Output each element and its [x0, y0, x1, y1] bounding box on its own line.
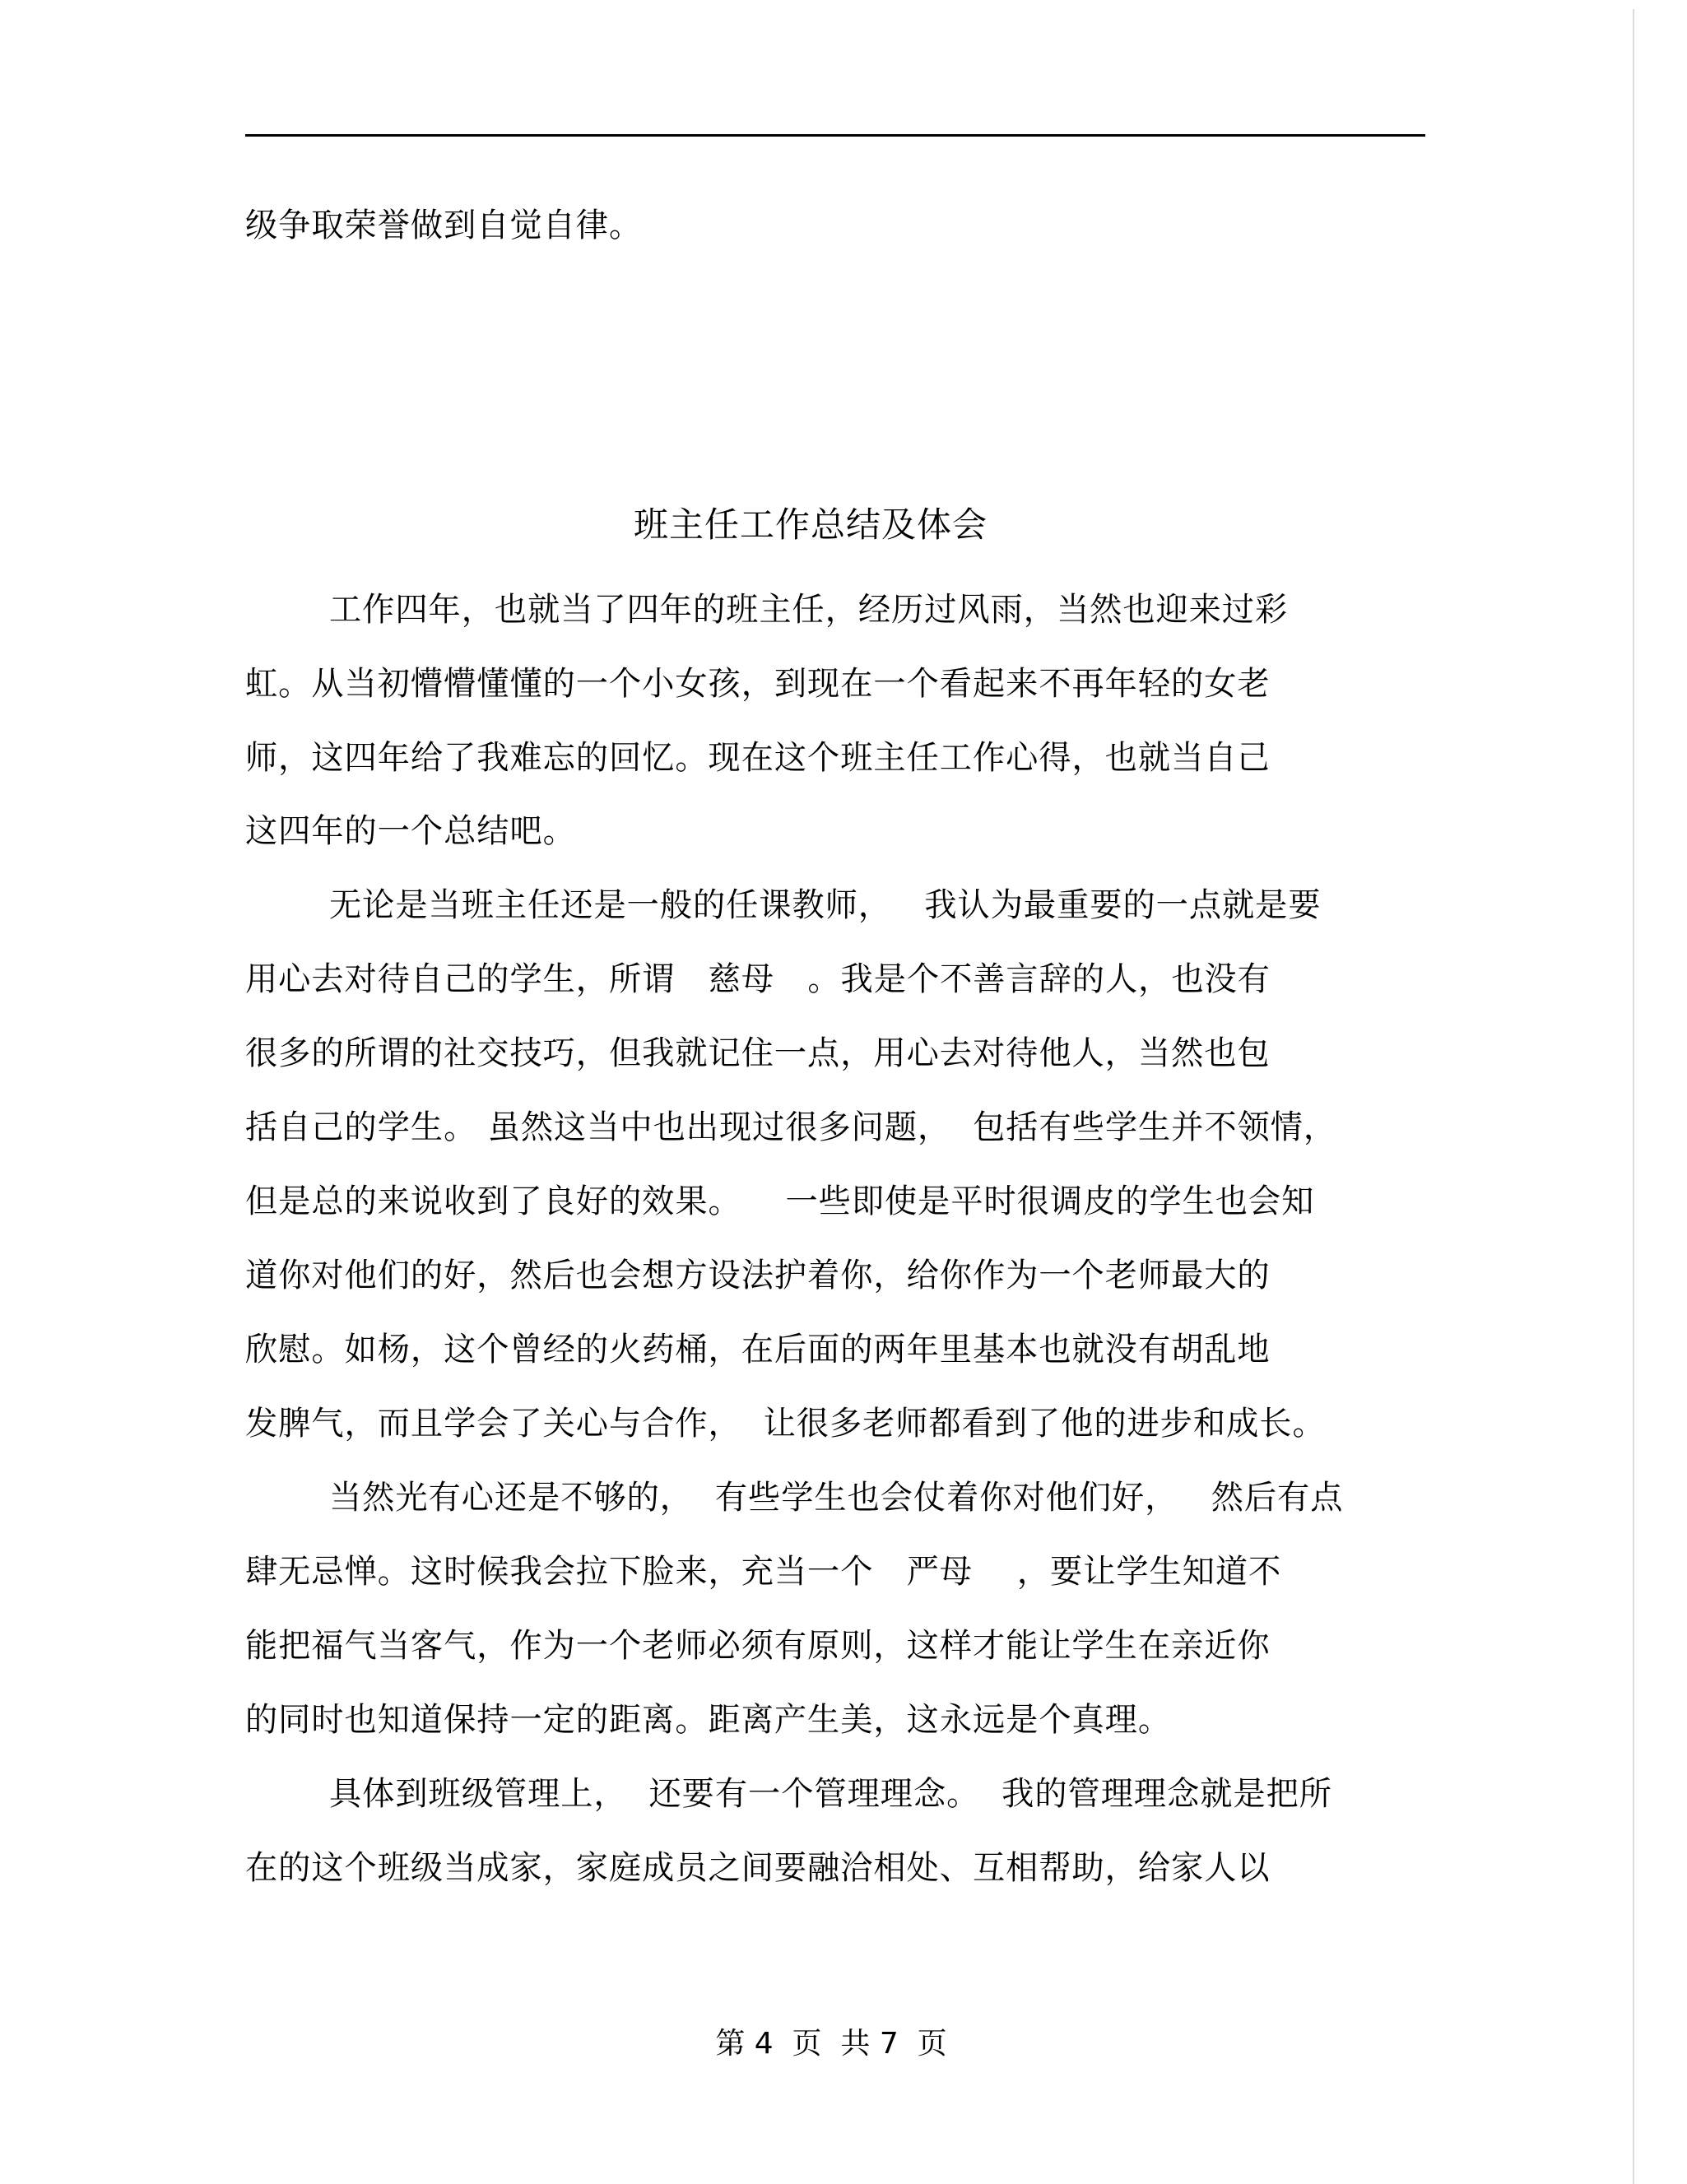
- paragraph-2-line-3: 很多的所谓的社交技巧，但我就记住一点，用心去对待他人，当然也包: [245, 1034, 1271, 1072]
- paragraph-1-line-4: 这四年的一个总结吧。: [245, 812, 576, 850]
- paragraph-2-line-2: 用心去对待自己的学生，所谓 慈母 。我是个不善言辞的人，也没有: [245, 960, 1271, 998]
- paragraph-2-line-4: 括自己的学生。 虽然这当中也出现过很多问题， 包括有些学生并不领情，: [245, 1108, 1337, 1146]
- paragraph-1-line-1: 工作四年，也就当了四年的班主任，经历过风雨，当然也迎来过彩: [329, 591, 1289, 629]
- header-rule: [245, 134, 1425, 137]
- paragraph-3-line-2: 肆无忌惮。这时候我会拉下脸来，充当一个 严母 ，要让学生知道不: [245, 1553, 1282, 1591]
- paragraph-3-line-4: 的同时也知道保持一定的距离。距离产生美，这永远是个真理。: [245, 1701, 1172, 1739]
- page-number-footer: 第 4 页 共 7 页: [715, 2027, 947, 2061]
- page-edge-divider: [1633, 9, 1634, 2184]
- paragraph-2-line-5: 但是总的来说收到了良好的效果。 一些即使是平时很调皮的学生也会知: [245, 1183, 1315, 1220]
- paragraph-1-line-2: 虹。从当初懵懵懂懂的一个小女孩，到现在一个看起来不再年轻的女老: [245, 665, 1271, 703]
- paragraph-2-line-8: 发脾气，而且学会了关心与合作， 让很多老师都看到了他的进步和成长。: [245, 1405, 1326, 1443]
- continuation-line: 级争取荣誉做到自觉自律。: [245, 207, 643, 244]
- paragraph-3-line-3: 能把福气当客气，作为一个老师必须有原则，这样才能让学生在亲近你: [245, 1627, 1271, 1665]
- paragraph-2-line-7: 欣慰。如杨，这个曾经的火药桶，在后面的两年里基本也就没有胡乱地: [245, 1331, 1271, 1368]
- paragraph-4-line-2: 在的这个班级当成家，家庭成员之间要融洽相处、互相帮助，给家人以: [245, 1849, 1271, 1887]
- document-title: 班主任工作总结及体会: [633, 504, 988, 545]
- paragraph-4-line-1: 具体到班级管理上， 还要有一个管理理念。 我的管理理念就是把所: [329, 1775, 1332, 1813]
- paragraph-2-line-1: 无论是当班主任还是一般的任课教师， 我认为最重要的一点就是要: [329, 886, 1322, 924]
- paragraph-3-line-1: 当然光有心还是不够的， 有些学生也会仗着你对他们好， 然后有点: [329, 1479, 1344, 1517]
- paragraph-2-line-6: 道你对他们的好，然后也会想方设法护着你，给你作为一个老师最大的: [245, 1257, 1271, 1294]
- paragraph-1-line-3: 师，这四年给了我难忘的回忆。现在这个班主任工作心得，也就当自己: [245, 739, 1271, 777]
